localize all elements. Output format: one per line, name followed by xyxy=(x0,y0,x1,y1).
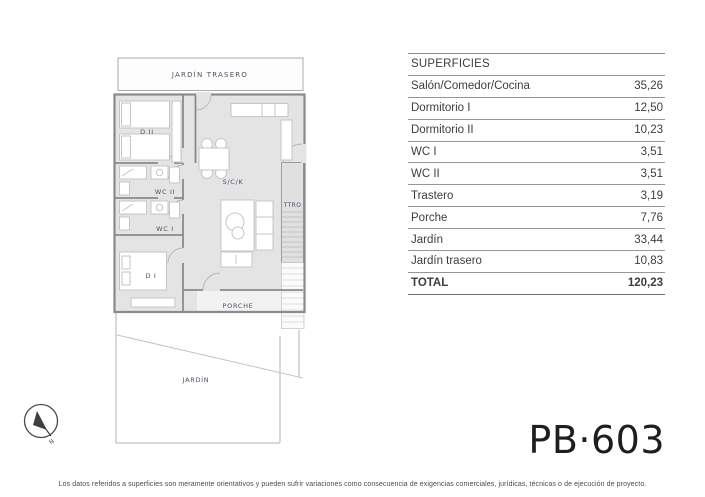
north-label: N xyxy=(47,437,57,447)
trastero-room xyxy=(282,163,304,263)
north-compass-icon xyxy=(25,405,58,447)
wc2-label: WC II xyxy=(154,188,176,196)
trastero-label: TTRO xyxy=(283,202,302,209)
table-header-label: SUPERFICIES xyxy=(411,58,490,71)
row-label: Jardín xyxy=(411,233,443,246)
table-row xyxy=(408,120,665,142)
jardin-trasero-area xyxy=(118,58,303,91)
table-row xyxy=(408,142,665,164)
row-value: 12,50 xyxy=(634,102,663,115)
plan-code: PB·603 xyxy=(528,418,665,462)
jardin-trasero-label: JARDÍN TRASERO xyxy=(171,71,249,79)
row-value: 3,51 xyxy=(640,167,663,180)
wc1-label: WC I xyxy=(156,225,174,233)
row-label: WC II xyxy=(411,167,440,180)
table-row xyxy=(408,251,665,273)
bedroom2-label: D II xyxy=(140,128,154,136)
row-value: 3,19 xyxy=(640,189,663,202)
porche-label: PORCHE xyxy=(222,302,254,310)
table-row xyxy=(408,98,665,120)
row-label: Trastero xyxy=(411,189,454,202)
row-value: 3,51 xyxy=(640,146,663,158)
jardin-label: JARDÍN xyxy=(182,376,210,384)
row-label: Salón/Comedor/Cocina xyxy=(411,80,530,93)
total-value: 120,23 xyxy=(627,277,663,290)
salon-label: S/C/K xyxy=(222,178,244,186)
table-header-row xyxy=(408,54,665,76)
back-door-opening xyxy=(196,92,211,97)
row-label: Jardín trasero xyxy=(411,255,482,268)
table-row xyxy=(408,185,665,207)
row-label: Dormitorio I xyxy=(411,102,471,115)
superficies-table xyxy=(408,53,665,295)
disclaimer-text: Los datos referidos a superficies son meramente orientativos y pueden sufrir variaciones como consecuencia de exigencias comerciales, jurídicas, técnicas o de ejecución de proyecto. xyxy=(58,481,647,488)
row-label: WC I xyxy=(411,146,437,158)
table-row xyxy=(408,163,665,185)
jardin-area xyxy=(116,313,303,443)
row-label: Porche xyxy=(411,211,448,224)
table-total-row xyxy=(408,273,665,295)
table-row xyxy=(408,207,665,229)
bedroom1-label: D I xyxy=(145,272,157,280)
row-value: 33,44 xyxy=(634,233,663,246)
total-label: TOTAL xyxy=(411,277,449,290)
table-row xyxy=(408,229,665,251)
row-value: 10,23 xyxy=(634,124,663,137)
row-value: 7,76 xyxy=(640,211,663,224)
table-row xyxy=(408,76,665,98)
row-value: 10,83 xyxy=(634,255,663,268)
entrance-opening xyxy=(302,144,307,163)
row-value: 35,26 xyxy=(634,80,663,93)
row-label: Dormitorio II xyxy=(411,124,474,137)
outdoor-steps xyxy=(282,263,305,329)
